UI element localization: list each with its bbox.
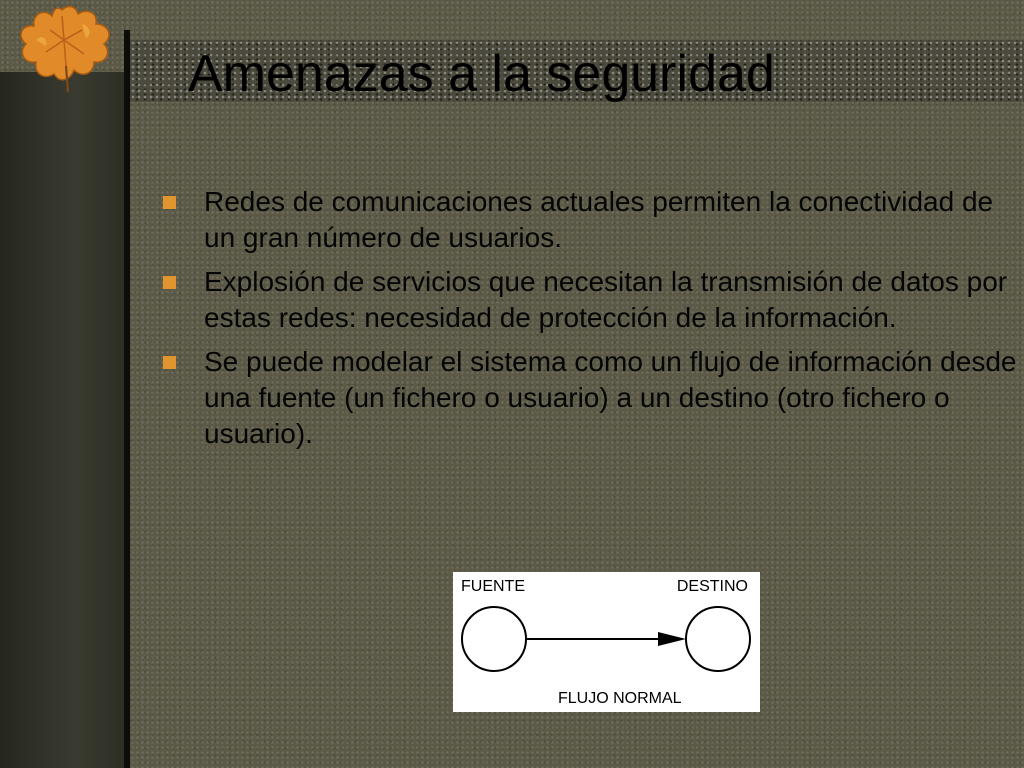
list-item [163, 344, 1018, 452]
slide-title: Amenazas a la seguridad [188, 45, 775, 103]
left-sidebar-strip [0, 72, 126, 768]
bullet-text: Explosión de servicios que necesitan la transmisión de datos por estas redes: necesidad de protección de la información. [204, 266, 1008, 333]
source-node [462, 607, 526, 671]
flow-diagram [453, 572, 760, 712]
destination-node [686, 607, 750, 671]
bullet-square-icon [163, 276, 176, 289]
source-label: FUENTE [461, 578, 525, 595]
bullet-square-icon [163, 356, 176, 369]
bullet-text: Redes de comunicaciones actuales permiten la conectividad de un gran número de usuarios. [204, 186, 994, 253]
arrowhead-icon [658, 632, 686, 646]
list-item [163, 184, 1018, 256]
left-sidebar-shade [0, 72, 124, 768]
autumn-leaf-icon [6, 0, 118, 96]
bullet-list [163, 184, 1018, 460]
vertical-divider [124, 30, 130, 768]
destination-label: DESTINO [676, 578, 748, 595]
bullet-text: Se puede modelar el sistema como un flujo de información desde una fuente (un fichero o usuario) a un destino (otro fichero o usuario). [204, 346, 1017, 449]
list-item [163, 264, 1018, 336]
bullet-square-icon [163, 196, 176, 209]
flow-label: FLUJO NORMAL [558, 690, 682, 707]
